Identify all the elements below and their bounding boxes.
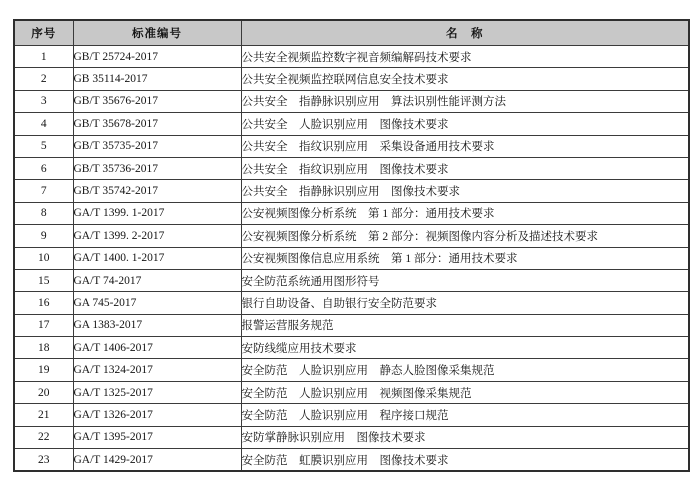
standard-name-cell: 公安视频图像分析系统 第 1 部分：通用技术要求 xyxy=(241,202,689,224)
table-row xyxy=(14,449,689,472)
standard-name-cell: 公共安全 指纹识别应用 采集设备通用技术要求 xyxy=(241,135,689,157)
standard-name-cell: 安全防范 人脸识别应用 静态人脸图像采集规范 xyxy=(241,359,689,381)
standard-name-cell: 银行自助设备、自助银行安全防范要求 xyxy=(241,292,689,314)
table-body xyxy=(14,46,689,472)
header-row xyxy=(14,20,689,46)
standard-name-cell: 报警运营服务规范 xyxy=(241,314,689,336)
standard-code-cell: GB 35114-2017 xyxy=(73,68,241,90)
standard-name-cell: 安全防范 人脸识别应用 程序接口规范 xyxy=(241,404,689,426)
row-index-cell: 21 xyxy=(14,404,73,426)
row-index-cell: 16 xyxy=(14,292,73,314)
standard-name-cell: 公共安全视频监控联网信息安全技术要求 xyxy=(241,68,689,90)
standards-table xyxy=(13,19,690,472)
row-index-cell: 20 xyxy=(14,381,73,403)
standard-code-cell: GB/T 35742-2017 xyxy=(73,180,241,202)
row-index-cell: 18 xyxy=(14,337,73,359)
standard-code-cell: GA/T 74-2017 xyxy=(73,269,241,291)
row-index-cell: 7 xyxy=(14,180,73,202)
standard-name-cell: 公共安全 指静脉识别应用 算法识别性能评测方法 xyxy=(241,90,689,112)
standard-code-cell: GA/T 1326-2017 xyxy=(73,404,241,426)
table-row xyxy=(14,68,689,90)
standard-code-cell: GA 745-2017 xyxy=(73,292,241,314)
column-header-code: 标准编号 xyxy=(73,20,241,46)
row-index-cell: 6 xyxy=(14,157,73,179)
table-row xyxy=(14,225,689,247)
standard-name-cell: 安全防范 虹膜识别应用 图像技术要求 xyxy=(241,449,689,472)
row-index-cell: 5 xyxy=(14,135,73,157)
table-row xyxy=(14,337,689,359)
column-header-index: 序号 xyxy=(14,20,73,46)
standard-code-cell: GB/T 35676-2017 xyxy=(73,90,241,112)
standard-name-cell: 安全防范系统通用图形符号 xyxy=(241,269,689,291)
row-index-cell: 19 xyxy=(14,359,73,381)
standard-code-cell: GA/T 1406-2017 xyxy=(73,337,241,359)
standard-code-cell: GB/T 25724-2017 xyxy=(73,46,241,68)
row-index-cell: 17 xyxy=(14,314,73,336)
standard-name-cell: 公共安全视频监控数字视音频编解码技术要求 xyxy=(241,46,689,68)
standard-name-cell: 安防掌静脉识别应用 图像技术要求 xyxy=(241,426,689,448)
row-index-cell: 22 xyxy=(14,426,73,448)
table-row xyxy=(14,359,689,381)
table-row xyxy=(14,292,689,314)
standard-name-cell: 公共安全 人脸识别应用 图像技术要求 xyxy=(241,113,689,135)
table-row xyxy=(14,90,689,112)
table-header xyxy=(14,20,689,46)
standard-code-cell: GA/T 1429-2017 xyxy=(73,449,241,472)
standard-name-cell: 公安视频图像分析系统 第 2 部分：视频图像内容分析及描述技术要求 xyxy=(241,225,689,247)
standard-code-cell: GA/T 1399. 2-2017 xyxy=(73,225,241,247)
row-index-cell: 9 xyxy=(14,225,73,247)
row-index-cell: 15 xyxy=(14,269,73,291)
standard-name-cell: 公共安全 指静脉识别应用 图像技术要求 xyxy=(241,180,689,202)
row-index-cell: 8 xyxy=(14,202,73,224)
standard-code-cell: GA/T 1325-2017 xyxy=(73,381,241,403)
column-header-name: 名 称 xyxy=(241,20,689,46)
standard-code-cell: GA/T 1395-2017 xyxy=(73,426,241,448)
table-row xyxy=(14,247,689,269)
table-row xyxy=(14,314,689,336)
standard-code-cell: GA/T 1324-2017 xyxy=(73,359,241,381)
table-row xyxy=(14,426,689,448)
standard-code-cell: GB/T 35678-2017 xyxy=(73,113,241,135)
standard-name-cell: 公共安全 指纹识别应用 图像技术要求 xyxy=(241,157,689,179)
row-index-cell: 2 xyxy=(14,68,73,90)
row-index-cell: 4 xyxy=(14,113,73,135)
table-row xyxy=(14,157,689,179)
table-row xyxy=(14,46,689,68)
table-row xyxy=(14,381,689,403)
table-row xyxy=(14,113,689,135)
standard-code-cell: GA 1383-2017 xyxy=(73,314,241,336)
standard-code-cell: GB/T 35735-2017 xyxy=(73,135,241,157)
row-index-cell: 1 xyxy=(14,46,73,68)
standard-code-cell: GA/T 1400. 1-2017 xyxy=(73,247,241,269)
table-row xyxy=(14,202,689,224)
table-row xyxy=(14,269,689,291)
table-row xyxy=(14,135,689,157)
table-row xyxy=(14,404,689,426)
row-index-cell: 10 xyxy=(14,247,73,269)
standard-code-cell: GA/T 1399. 1-2017 xyxy=(73,202,241,224)
table-row xyxy=(14,180,689,202)
row-index-cell: 23 xyxy=(14,449,73,472)
standard-name-cell: 公安视频图像信息应用系统 第 1 部分：通用技术要求 xyxy=(241,247,689,269)
row-index-cell: 3 xyxy=(14,90,73,112)
standard-name-cell: 安防线缆应用技术要求 xyxy=(241,337,689,359)
standard-name-cell: 安全防范 人脸识别应用 视频图像采集规范 xyxy=(241,381,689,403)
standard-code-cell: GB/T 35736-2017 xyxy=(73,157,241,179)
